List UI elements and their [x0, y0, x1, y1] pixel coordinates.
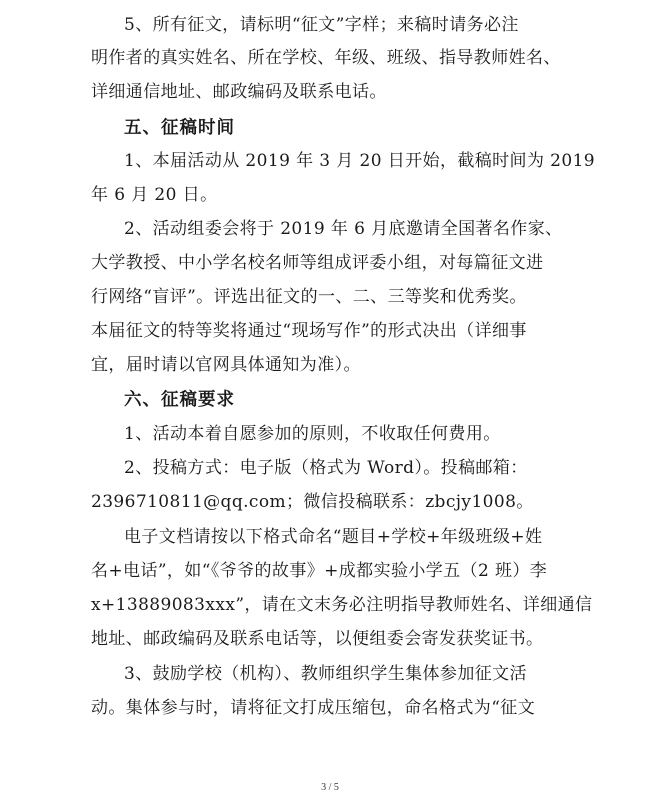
deadline-item-2-line-5: 宜，届时请以官网具体通知为准）。	[91, 355, 361, 375]
item-5-line-1: 5、所有征文，请标明“征文”字样；来稿时请务必注	[124, 15, 519, 35]
requirements-item-2-line-2: 2396710811@qq.com；微信投稿联系：zbcjy1008。	[91, 492, 534, 512]
item-5-line-2: 明作者的真实姓名、所在学校、年级、班级、指导教师姓名、	[91, 48, 561, 68]
section-heading-deadline: 五、征稿时间	[124, 118, 235, 138]
deadline-item-2-line-3: 行网络“盲评”。评选出征文的一、二、三等奖和优秀奖。	[91, 287, 527, 307]
deadline-item-1-line-1: 1、本届活动从 2019 年 3 月 20 日开始，截稿时间为 2019	[124, 151, 596, 171]
requirements-item-2-line-1: 2、投稿方式：电子版（格式为 Word）。投稿邮箱：	[124, 458, 528, 478]
requirements-item-3-line-1: 3、鼓励学校（机构）、教师组织学生集体参加征文活	[124, 664, 527, 684]
deadline-item-2-line-1: 2、活动组委会将于 2019 年 6 月底邀请全国著名作家、	[124, 219, 563, 239]
item-5-line-3: 详细通信地址、邮政编码及联系电话。	[91, 82, 387, 102]
naming-rule-line-4: 地址、邮政编码及联系电话等，以便组委会寄发获奖证书。	[91, 629, 544, 649]
deadline-item-2-line-4: 本届征文的特等奖将通过“现场写作”的形式决出（详细事	[91, 321, 527, 341]
naming-rule-line-3: x+13889083xxx”，请在文末务必注明指导教师姓名、详细通信	[91, 595, 593, 615]
naming-rule-line-2: 名+电话”，如“《爷爷的故事》+成都实验小学五（2 班）李	[91, 561, 548, 581]
deadline-item-2-line-2: 大学教授、中小学名校名师等组成评委小组，对每篇征文进	[91, 253, 544, 273]
requirements-item-1-line-1: 1、活动本着自愿参加的原则，不收取任何费用。	[124, 424, 501, 444]
deadline-item-1-line-2: 年 6 月 20 日。	[91, 185, 218, 205]
section-heading-requirements: 六、征稿要求	[124, 390, 235, 410]
naming-rule-line-1: 电子文档请按以下格式命名“题目+学校+年级班级+姓	[124, 527, 543, 547]
page-number: 3 / 5	[321, 782, 339, 793]
requirements-item-3-line-2: 动。集体参与时，请将征文打成压缩包，命名格式为“征文	[91, 698, 536, 718]
